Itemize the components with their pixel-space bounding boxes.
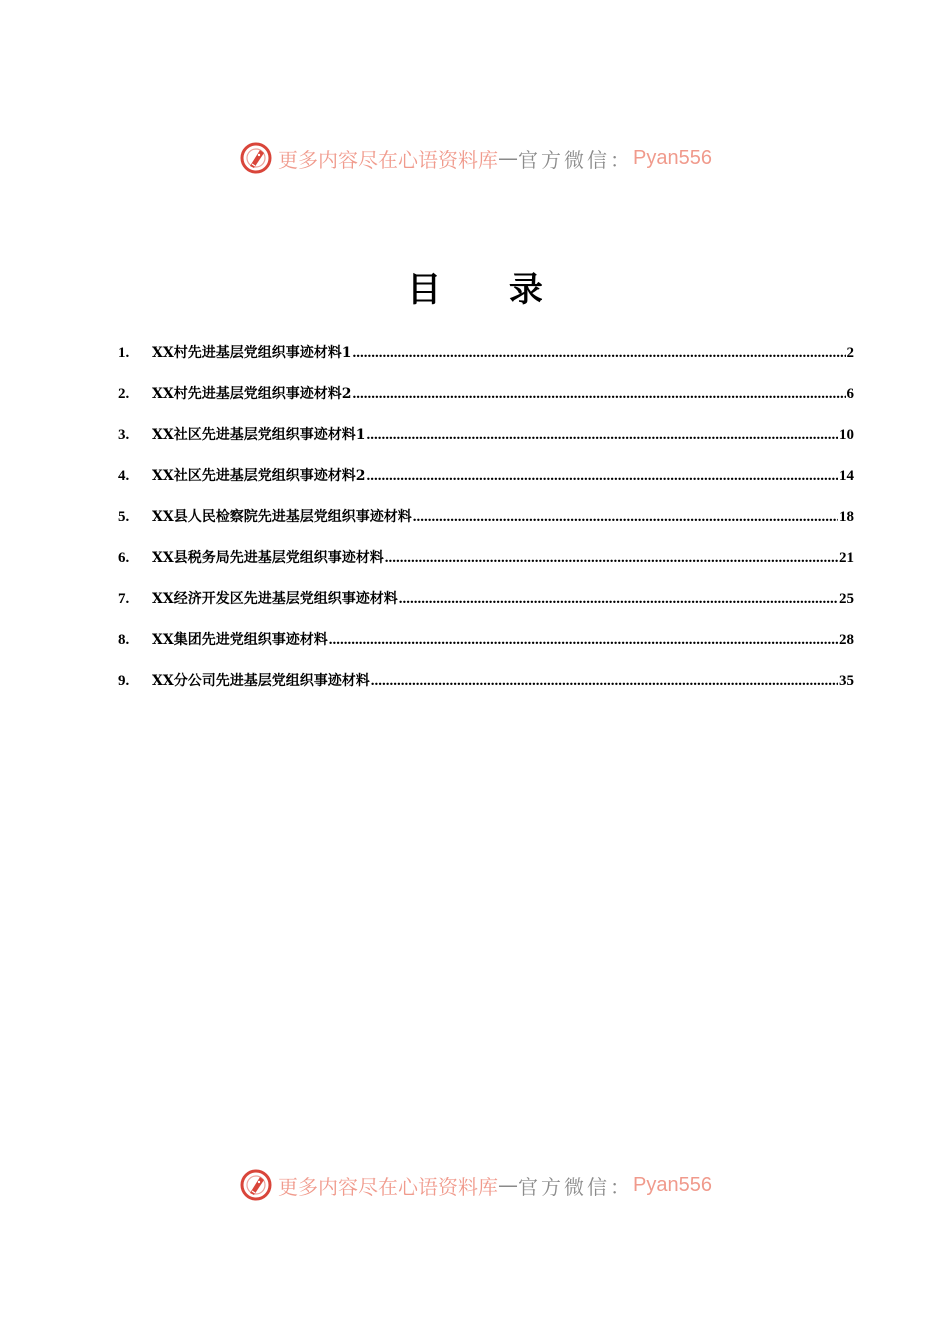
watermark-separator: — [498, 146, 519, 170]
toc-entry[interactable] [118, 546, 854, 587]
toc-entry-page[interactable]: 28 [839, 632, 854, 648]
toc-entry-page[interactable]: 2 [846, 345, 854, 361]
watermark-brand-text: 更多内容尽在心语资料库 [278, 1174, 499, 1199]
toc-entry-page[interactable]: 21 [839, 550, 854, 566]
toc-entry[interactable] [118, 382, 854, 423]
toc-entry[interactable] [118, 464, 854, 505]
toc-dot-leader [352, 341, 845, 365]
toc-entry-title[interactable]: XX经济开发区先进基层党组织事迹材料 [152, 591, 398, 607]
toc-dot-leader [413, 505, 838, 529]
watermark-brand-text: 更多内容尽在心语资料库 [278, 147, 499, 172]
toc-entry-number: 2. [118, 386, 130, 402]
toc-entry[interactable] [118, 341, 854, 382]
toc-entry-number: 4. [118, 468, 130, 484]
toc-dot-leader [352, 382, 845, 406]
watermark-label-text: 官方微信： [518, 147, 634, 172]
watermark-label-text: 官方微信： [518, 1174, 634, 1199]
toc-entry-title[interactable]: XX村先进基层党组织事迹材料1 [152, 345, 352, 361]
watermark-banner-top [0, 136, 950, 180]
watermark-wechat-id: Pyan556 [633, 146, 712, 169]
toc-entry[interactable] [118, 587, 854, 628]
toc-entry[interactable] [118, 505, 854, 546]
toc-entry-number: 3. [118, 427, 130, 443]
toc-entry-title[interactable]: XX县人民检察院先进基层党组织事迹材料 [152, 509, 412, 525]
toc-entry-page[interactable]: 18 [839, 509, 854, 525]
toc-entry-page[interactable]: 6 [846, 386, 854, 402]
toc-entry-number: 1. [118, 345, 130, 361]
toc-entry-number: 8. [118, 632, 130, 648]
toc-entry[interactable] [118, 628, 854, 669]
page-title: 目 录 [407, 270, 571, 310]
pen-nib-circle-icon [238, 140, 274, 176]
toc-entry-number: 9. [118, 673, 130, 689]
toc-dot-leader [329, 628, 838, 652]
toc-entry-title[interactable]: XX分公司先进基层党组织事迹材料 [152, 673, 370, 689]
toc-entry-number: 7. [118, 591, 130, 607]
pen-nib-circle-icon [238, 1167, 274, 1203]
toc-entry-page[interactable]: 14 [839, 468, 854, 484]
toc-entry-title[interactable]: XX社区先进基层党组织事迹材料2 [152, 468, 366, 484]
toc-entry-title[interactable]: XX县税务局先进基层党组织事迹材料 [152, 550, 384, 566]
toc-dot-leader [366, 464, 838, 488]
toc-entry-title[interactable]: XX社区先进基层党组织事迹材料1 [152, 427, 366, 443]
toc-entry-title[interactable]: XX村先进基层党组织事迹材料2 [152, 386, 352, 402]
toc-entry-page[interactable]: 35 [839, 673, 854, 689]
toc-dot-leader [371, 669, 838, 693]
toc-entry[interactable] [118, 669, 854, 710]
toc-entry-page[interactable]: 10 [839, 427, 854, 443]
toc-dot-leader [399, 587, 838, 611]
watermark-banner-bottom [0, 1163, 950, 1207]
toc-entry-title[interactable]: XX集团先进党组织事迹材料 [152, 632, 328, 648]
toc-list [118, 341, 854, 710]
watermark-separator: — [498, 1173, 519, 1197]
toc-entry[interactable] [118, 423, 854, 464]
toc-dot-leader [366, 423, 838, 447]
toc-entry-number: 6. [118, 550, 130, 566]
toc-entry-number: 5. [118, 509, 130, 525]
watermark-wechat-id: Pyan556 [633, 1173, 712, 1196]
toc-entry-page[interactable]: 25 [839, 591, 854, 607]
toc-dot-leader [385, 546, 838, 570]
